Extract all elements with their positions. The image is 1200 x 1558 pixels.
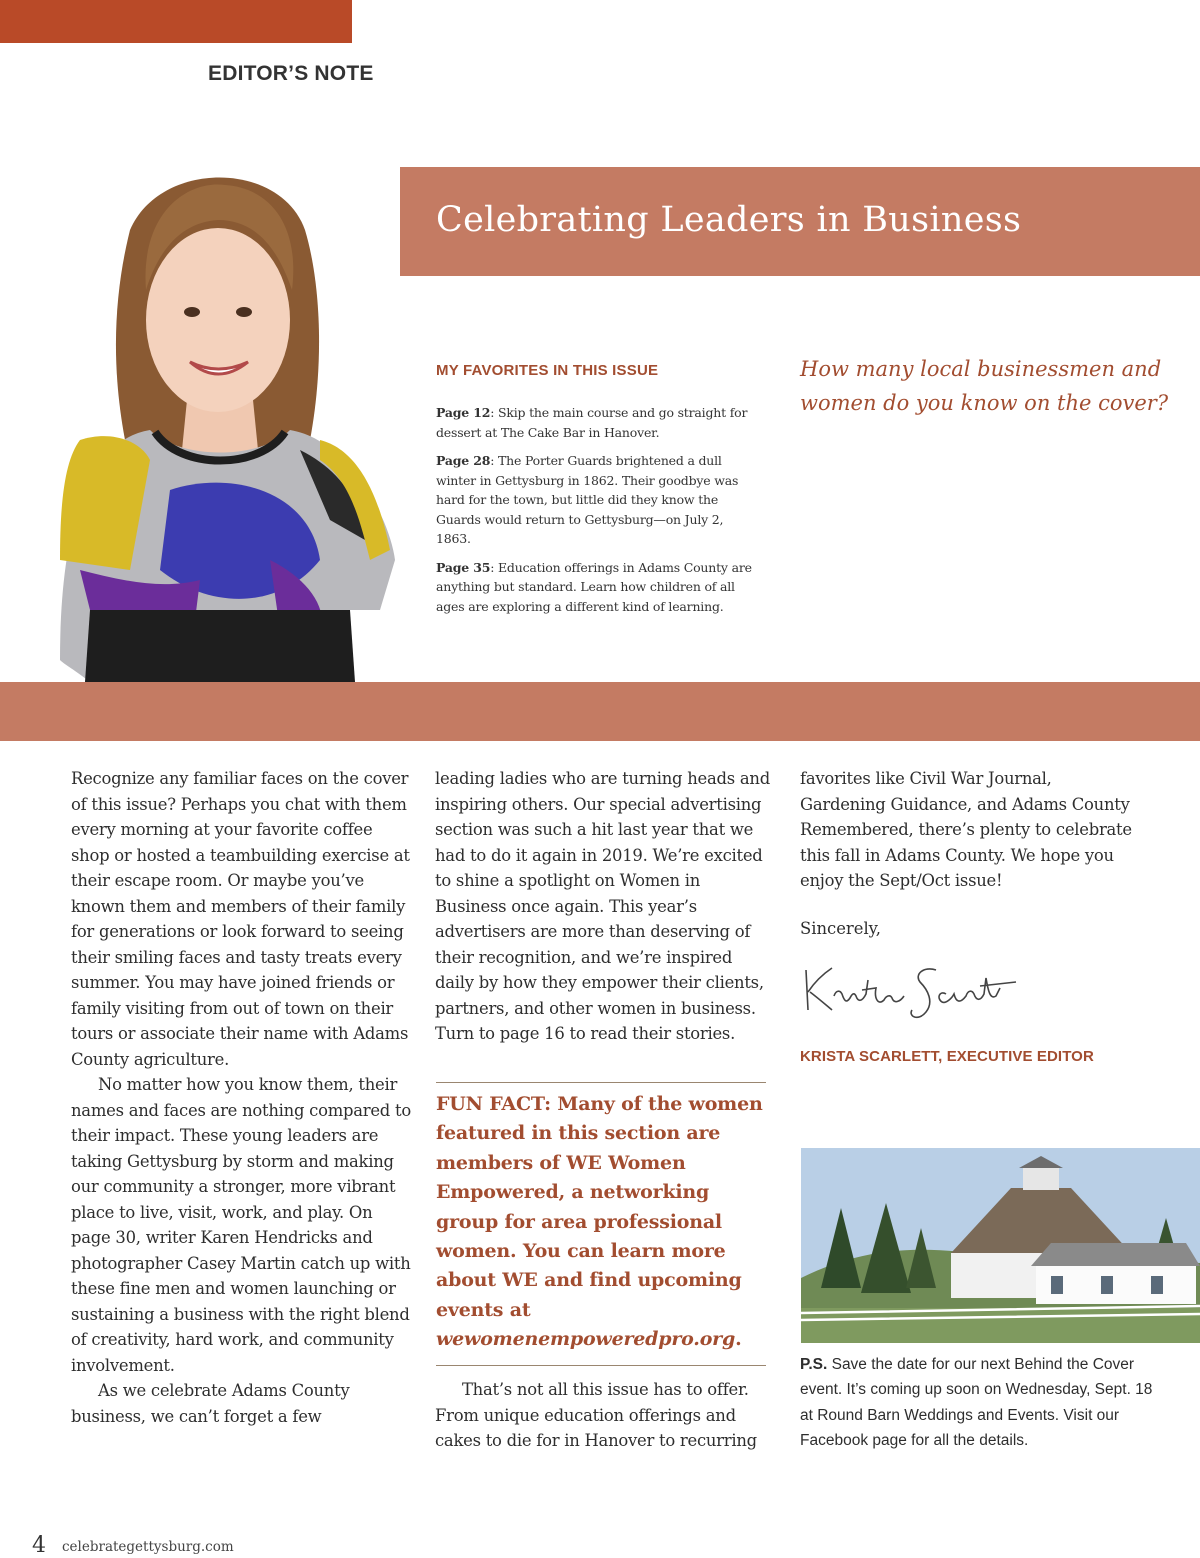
body-paragraph: As we celebrate Adams County business, we can’t forget a few (71, 1381, 350, 1426)
ps-label: P.S. (800, 1356, 828, 1373)
round-barn-photo (801, 1148, 1200, 1343)
favorites-list (436, 403, 758, 625)
favorite-item (436, 558, 758, 617)
favorites-heading: MY FAVORITES IN THIS ISSUE (436, 362, 659, 379)
favorite-item (436, 451, 758, 549)
ps-text: Save the date for our next Behind the Cover event. It’s coming up soon on Wednesday, Sept. 18 at Round Barn Weddings and Events. Visit our Facebook page for all the details. (800, 1356, 1153, 1449)
fun-fact-link[interactable]: wewomenempoweredpro.org (436, 1328, 736, 1351)
favorite-text: : Education offerings in Adams County are anything but standard. Learn how children of all ages are exploring a different kind of learning. (436, 559, 752, 614)
footer-site: celebrategettysburg.com (62, 1539, 234, 1555)
favorite-text: : The Porter Guards brightened a dull winter in Gettysburg in 1862. Their goodbye was hard for the town, but little did they know the Guards would return to Gettysburg—on July 2, 1863. (436, 453, 739, 546)
body-column-3 (800, 766, 1140, 894)
favorite-item (436, 403, 758, 442)
page-number: 4 (32, 1533, 46, 1558)
editor-portrait-photo (20, 140, 400, 682)
fun-fact-text: FUN FACT: Many of the women featured in this section are members of WE Women Empowered, a networking group for area professional women. You can learn more about WE and find upcoming events at (436, 1093, 763, 1321)
handwritten-signature (796, 950, 1026, 1040)
favorite-text: : Skip the main course and go straight for dessert at The Cake Bar in Hanover. (436, 405, 748, 440)
body-paragraph: Recognize any familiar faces on the cover of this issue? Perhaps you chat with them every morning at your favorite coffee shop or hosted a teambuilding exercise at their escape room. Or maybe you’ve known them and members of their family for generations or look forward to seeing their smiling faces and tasty treats every summer. You may have joined friends or family visiting from out of town on their tours or associate their name with Adams County agriculture. (71, 769, 410, 1069)
top-accent-bar (0, 0, 352, 43)
body-paragraph: No matter how you know them, their names and faces are nothing compared to their impact. These young leaders are taking Gettysburg by storm and making our community a stronger, more vibrant place to live, visit, work, and play. On page 30, writer Karen Hendricks and photographer Casey Martin catch up with these fine men and women launching or sustaining a business with the right blend of creativity, hard work, and community involvement. (71, 1075, 411, 1375)
body-paragraph: That’s not all this issue has to offer. From unique education offerings and cakes to die for in Hanover to recurring (435, 1380, 757, 1450)
body-column-2-continued (435, 1377, 775, 1454)
funfact-top-rule (436, 1082, 766, 1083)
postscript (800, 1352, 1160, 1453)
signoff: Sincerely, (800, 919, 881, 938)
favorite-page-ref: Page 12 (436, 405, 491, 420)
pull-quote: How many local businessmen and women do you know on the cover? (800, 357, 1169, 415)
body-column-2 (435, 766, 775, 1047)
funfact-bottom-rule (436, 1365, 766, 1366)
favorite-page-ref: Page 35 (436, 559, 491, 575)
divider-band (0, 682, 1200, 741)
fun-fact-box (436, 1090, 766, 1355)
editor-byline: KRISTA SCARLETT, EXECUTIVE EDITOR (800, 1048, 1094, 1065)
section-label: EDITOR’S NOTE (208, 62, 374, 85)
body-paragraph: favorites like Civil War Journal, Gardening Guidance, and Adams County Remembered, there’s plenty to celebrate this fall in Adams County. We hope you enjoy the Sept/Oct issue! (800, 769, 1132, 890)
page-title: Celebrating Leaders in Business (436, 200, 1022, 240)
favorite-page-ref: Page 28 (436, 453, 491, 468)
body-column-1 (71, 766, 411, 1429)
body-paragraph: leading ladies who are turning heads and inspiring others. Our special advertising section was such a hit last year that we had to do it again in 2019. We’re excited to shine a spotlight on Women in Business once again. This year’s advertisers are more than deserving of their recognition, and we’re inspired daily by how they empower their clients, partners, and other women in business. Turn to page 16 to read their stories. (435, 769, 770, 1043)
fun-fact-end: . (735, 1328, 742, 1351)
